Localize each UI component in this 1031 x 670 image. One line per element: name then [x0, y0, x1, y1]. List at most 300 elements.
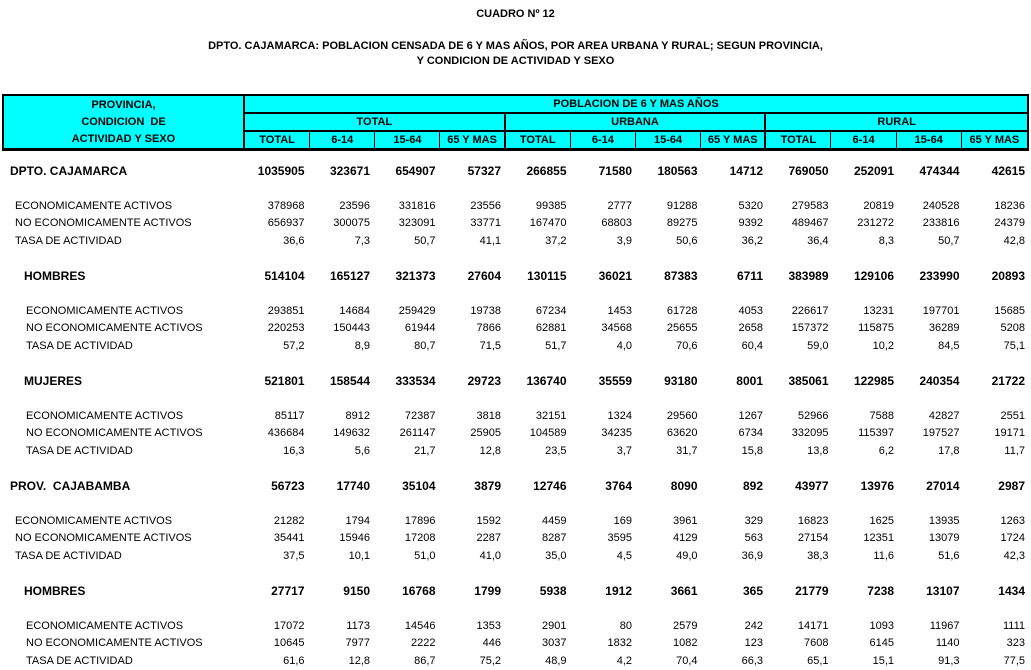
cell-value: 85117 [274, 409, 305, 422]
row-label: NO ECONOMICAMENTE ACTIVOS [26, 322, 203, 335]
cell-value: 11,7 [1004, 444, 1025, 457]
row-label: NO ECONOMICAMENTE ACTIVOS [15, 217, 192, 230]
cell-value: 1794 [345, 514, 370, 527]
cell-value: 167470 [529, 217, 567, 230]
cell-value: 1434 [998, 583, 1025, 598]
cell-value: 1353 [476, 619, 501, 632]
cell-value: 3,9 [616, 234, 632, 247]
cell-value: 266855 [526, 163, 567, 178]
cell-value: 10645 [273, 637, 305, 650]
table-row [2, 635, 1029, 653]
report-number: CUADRO Nº 12 [476, 8, 555, 20]
cell-value: 80 [619, 619, 632, 632]
row-label: PROV. CAJABAMBA [10, 478, 131, 493]
cell-value: 70,4 [676, 654, 698, 667]
cell-value: 16823 [797, 514, 829, 527]
cell-value: 41,0 [479, 549, 501, 562]
table-body [2, 151, 1029, 670]
table-row [2, 302, 1029, 320]
cell-value: 35559 [598, 373, 632, 388]
cell-value: 2551 [1000, 409, 1025, 422]
cell-value: 15946 [339, 532, 370, 545]
column-header: 15-64 [636, 132, 701, 148]
cell-value: 51,0 [414, 549, 436, 562]
table-row [2, 530, 1029, 548]
cell-value: 165127 [329, 268, 370, 283]
column-headers [245, 96, 1027, 148]
cell-value: 13079 [928, 532, 960, 545]
table-row [2, 337, 1029, 355]
cell-value: 197701 [922, 304, 960, 317]
cell-value: 1140 [935, 637, 960, 650]
cell-value: 17896 [404, 514, 436, 527]
report-title-line1: DPTO. CAJAMARCA: POBLACION CENSADA DE 6 Y MAS AÑOS, POR AREA URBANA Y RURAL; SEGUN PROVINCIA, [208, 40, 823, 52]
cell-value: 91288 [666, 199, 698, 212]
cell-value: 122985 [853, 373, 894, 388]
cell-value: 6145 [869, 637, 894, 650]
subcolumn-headers [245, 132, 1027, 148]
report-title-line2: Y CONDICION DE ACTIVIDAD Y SEXO [416, 55, 615, 67]
table-row [2, 617, 1029, 635]
cell-value: 279583 [791, 199, 829, 212]
cell-value: 59,0 [807, 339, 829, 352]
cell-value: 91,3 [938, 654, 960, 667]
table-row [2, 407, 1029, 425]
cell-value: 42,8 [1003, 234, 1025, 247]
cell-value: 5,6 [354, 444, 370, 457]
row-label: DPTO. CAJAMARCA [10, 163, 128, 178]
cell-value: 365 [742, 583, 763, 598]
cell-value: 489467 [791, 217, 829, 230]
row-label: ECONOMICAMENTE ACTIVOS [15, 199, 173, 212]
cell-value: 4,5 [616, 549, 632, 562]
cell-value: 56723 [271, 478, 305, 493]
cell-value: 32151 [535, 409, 567, 422]
cell-value: 49,0 [676, 549, 698, 562]
cell-value: 323671 [329, 163, 370, 178]
cell-value: 300075 [333, 217, 370, 230]
group-headers [245, 114, 1027, 132]
row-label: TASA DE ACTIVIDAD [26, 444, 133, 457]
column-header: 15-64 [375, 132, 440, 148]
cell-value: 25905 [470, 427, 501, 440]
cell-value: 12,8 [479, 444, 501, 457]
cell-value: 8090 [670, 478, 698, 493]
cell-value: 3818 [476, 409, 501, 422]
table-row [2, 547, 1029, 565]
cell-value: 67234 [535, 304, 567, 317]
cell-value: 36021 [598, 268, 632, 283]
row-label: NO ECONOMICAMENTE ACTIVOS [26, 637, 203, 650]
cell-value: 75,2 [479, 654, 501, 667]
cell-value: 563 [744, 532, 763, 545]
cell-value: 11,6 [873, 549, 894, 562]
cell-value: 2901 [542, 619, 567, 632]
cell-value: 70,6 [676, 339, 698, 352]
cell-value: 62881 [535, 322, 567, 335]
cell-value: 36,6 [283, 234, 305, 247]
cell-value: 8,3 [878, 234, 894, 247]
cell-value: 7588 [869, 409, 894, 422]
cell-value: 8,9 [354, 339, 370, 352]
row-label: MUJERES [24, 373, 83, 388]
table-row [2, 320, 1029, 338]
column-header: 65 Y MAS [969, 134, 1020, 146]
cell-value: 15685 [994, 304, 1025, 317]
table-row [2, 267, 1029, 285]
cell-value: 77,5 [1003, 654, 1025, 667]
row-label: TASA DE ACTIVIDAD [26, 339, 133, 352]
column-header: 6-14 [831, 132, 896, 148]
cell-value: 8287 [542, 532, 567, 545]
span-header: POBLACION DE 6 Y MAS AÑOS [245, 96, 1027, 114]
cell-value: 2658 [738, 322, 763, 335]
cell-value: 36,4 [807, 234, 829, 247]
cell-value: 20819 [863, 199, 894, 212]
cell-value: 446 [482, 637, 501, 650]
cell-value: 331816 [398, 199, 436, 212]
cell-value: 37,5 [283, 549, 305, 562]
cell-value: 36,9 [741, 549, 763, 562]
cell-value: 80,7 [414, 339, 436, 352]
cell-value: 42,3 [1003, 549, 1025, 562]
table-row [2, 582, 1029, 600]
cell-value: 240528 [922, 199, 960, 212]
cell-value: 63620 [666, 427, 698, 440]
cell-value: 12351 [863, 532, 894, 545]
stub-header-line: ACTIVIDAD Y SEXO [71, 133, 176, 146]
cell-value: 37,2 [545, 234, 567, 247]
cell-value: 50,7 [938, 234, 960, 247]
cell-value: 220253 [267, 322, 305, 335]
cell-value: 261147 [399, 427, 436, 440]
cell-value: 29560 [666, 409, 698, 422]
cell-value: 15,8 [741, 444, 763, 457]
cell-value: 7608 [804, 637, 829, 650]
cell-value: 57327 [467, 163, 501, 178]
cell-value: 71580 [598, 163, 632, 178]
cell-value: 43977 [795, 478, 829, 493]
cell-value: 18236 [994, 199, 1025, 212]
cell-value: 332095 [791, 427, 829, 440]
cell-value: 11967 [929, 619, 960, 632]
cell-value: 48,9 [545, 654, 567, 667]
cell-value: 514104 [264, 268, 305, 283]
cell-value: 31,7 [676, 444, 698, 457]
cell-value: 3,7 [616, 444, 632, 457]
cell-value: 15,1 [872, 654, 894, 667]
table-row [2, 652, 1029, 670]
cell-value: 66,3 [741, 654, 763, 667]
cell-value: 51,7 [545, 339, 567, 352]
cell-value: 41,1 [479, 234, 501, 247]
stub-header-line: PROVINCIA, [91, 98, 156, 111]
cell-value: 38,3 [807, 549, 829, 562]
row-label: HOMBRES [24, 583, 86, 598]
cell-value: 4459 [542, 514, 567, 527]
cell-value: 333534 [395, 373, 436, 388]
cell-value: 115875 [858, 322, 894, 335]
cell-value: 25655 [666, 322, 698, 335]
cell-value: 123 [744, 637, 763, 650]
cell-value: 14684 [339, 304, 370, 317]
cell-value: 52966 [797, 409, 829, 422]
cell-value: 323091 [398, 217, 436, 230]
cell-value: 6711 [736, 268, 763, 283]
cell-value: 240354 [919, 373, 960, 388]
cell-value: 1093 [869, 619, 894, 632]
cell-value: 57,2 [283, 339, 305, 352]
cell-value: 19738 [470, 304, 501, 317]
cell-value: 5208 [1000, 322, 1025, 335]
cell-value: 157372 [791, 322, 829, 335]
cell-value: 21282 [273, 514, 305, 527]
cell-value: 3961 [673, 514, 698, 527]
cell-value: 8001 [736, 373, 763, 388]
cell-value: 13976 [860, 478, 894, 493]
cell-value: 5320 [738, 199, 763, 212]
cell-value: 13107 [926, 583, 960, 598]
row-label: ECONOMICAMENTE ACTIVOS [26, 409, 184, 422]
cell-value: 129106 [853, 268, 894, 283]
cell-value: 521801 [264, 373, 305, 388]
cell-value: 1111 [1002, 619, 1025, 632]
table-row [2, 215, 1029, 233]
cell-value: 34568 [601, 322, 632, 335]
table-header [2, 94, 1029, 151]
cell-value: 21779 [795, 583, 829, 598]
cell-value: 23,5 [545, 444, 567, 457]
cell-value: 36,2 [741, 234, 763, 247]
row-label: ECONOMICAMENTE ACTIVOS [26, 304, 184, 317]
cell-value: 5938 [539, 583, 567, 598]
cell-value: 2222 [411, 637, 436, 650]
stub-header [4, 96, 245, 148]
cell-value: 14712 [729, 163, 763, 178]
cell-value: 60,4 [741, 339, 763, 352]
cell-value: 329 [744, 514, 763, 527]
cell-value: 29723 [467, 373, 501, 388]
cell-value: 3879 [474, 478, 501, 493]
cell-value: 24379 [994, 217, 1025, 230]
row-label: ECONOMICAMENTE ACTIVOS [15, 514, 173, 527]
cell-value: 259429 [398, 304, 436, 317]
row-label: NO ECONOMICAMENTE ACTIVOS [15, 532, 192, 545]
group-header-rural: RURAL [877, 116, 916, 128]
cell-value: 4053 [738, 304, 763, 317]
cell-value: 654907 [395, 163, 436, 178]
cell-value: 1173 [346, 619, 370, 632]
cell-value: 6734 [738, 427, 763, 440]
table-row [2, 425, 1029, 443]
cell-value: 3661 [670, 583, 698, 598]
cell-value: 21,7 [414, 444, 436, 457]
cell-value: 321373 [395, 268, 436, 283]
cell-value: 130115 [527, 268, 567, 283]
cell-value: 8912 [345, 409, 370, 422]
table-row [2, 512, 1029, 530]
column-header: TOTAL [506, 132, 571, 148]
cell-value: 1799 [474, 583, 501, 598]
row-label: ECONOMICAMENTE ACTIVOS [26, 619, 184, 632]
cell-value: 2987 [998, 478, 1025, 493]
cell-value: 17072 [273, 619, 305, 632]
cell-value: 17,8 [938, 444, 960, 457]
cell-value: 1912 [605, 583, 632, 598]
cell-value: 23596 [339, 199, 370, 212]
cell-value: 61,6 [283, 654, 305, 667]
table-row [2, 477, 1029, 495]
cell-value: 3037 [542, 637, 567, 650]
cell-value: 12746 [533, 478, 567, 493]
cell-value: 33771 [470, 217, 501, 230]
column-header: 65 Y MAS [440, 132, 505, 148]
cell-value: 4129 [673, 532, 698, 545]
cell-value: 9392 [738, 217, 763, 230]
cell-value: 17208 [404, 532, 436, 545]
cell-value: 19171 [994, 427, 1025, 440]
cell-value: 21722 [991, 373, 1025, 388]
cell-value: 4,2 [616, 654, 632, 667]
cell-value: 3595 [607, 532, 632, 545]
cell-value: 2777 [607, 199, 632, 212]
stub-header-line: CONDICION DE [81, 115, 166, 128]
cell-value: 12,8 [348, 654, 370, 667]
cell-value: 1082 [673, 637, 698, 650]
table-row [2, 372, 1029, 390]
cell-value: 115397 [858, 427, 894, 440]
cell-value: 42827 [928, 409, 960, 422]
cell-value: 99385 [535, 199, 567, 212]
cell-value: 27014 [926, 478, 960, 493]
cell-value: 169 [613, 514, 632, 527]
cell-value: 1832 [607, 637, 632, 650]
cell-value: 6,2 [878, 444, 894, 457]
cell-value: 72387 [404, 409, 436, 422]
cell-value: 14171 [797, 619, 829, 632]
cell-value: 4,0 [616, 339, 632, 352]
cell-value: 1324 [607, 409, 632, 422]
column-header: 15-64 [897, 132, 962, 148]
cell-value: 35104 [402, 478, 436, 493]
row-label: NO ECONOMICAMENTE ACTIVOS [26, 427, 203, 440]
cell-value: 383989 [788, 268, 829, 283]
row-label: TASA DE ACTIVIDAD [15, 549, 122, 562]
cell-value: 7,3 [354, 234, 370, 247]
cell-value: 27604 [467, 268, 501, 283]
cell-value: 10,2 [872, 339, 894, 352]
cell-value: 65,1 [807, 654, 829, 667]
cell-value: 104589 [529, 427, 567, 440]
cell-value: 36289 [928, 322, 960, 335]
cell-value: 2287 [476, 532, 501, 545]
cell-value: 13231 [863, 304, 894, 317]
cell-value: 378968 [267, 199, 305, 212]
cell-value: 71,5 [479, 339, 501, 352]
row-label: HOMBRES [24, 268, 86, 283]
cell-value: 158544 [329, 373, 370, 388]
cell-value: 1724 [1000, 532, 1025, 545]
cell-value: 68803 [601, 217, 632, 230]
cell-value: 34235 [601, 427, 632, 440]
cell-value: 1625 [869, 514, 894, 527]
cell-value: 50,7 [414, 234, 436, 247]
cell-value: 17740 [336, 478, 370, 493]
cell-value: 233990 [919, 268, 960, 283]
cell-value: 7977 [345, 637, 370, 650]
cell-value: 51,6 [938, 549, 960, 562]
cell-value: 2579 [673, 619, 698, 632]
cell-value: 180563 [657, 163, 698, 178]
cell-value: 75,1 [1003, 339, 1025, 352]
cell-value: 16,3 [283, 444, 305, 457]
cell-value: 474344 [919, 163, 960, 178]
cell-value: 9150 [343, 583, 370, 598]
cell-value: 93180 [664, 373, 698, 388]
cell-value: 7866 [476, 322, 501, 335]
cell-value: 35441 [273, 532, 305, 545]
cell-value: 436684 [267, 427, 305, 440]
cell-value: 35,0 [545, 549, 567, 562]
cell-value: 13935 [928, 514, 960, 527]
cell-value: 385061 [788, 373, 829, 388]
cell-value: 892 [742, 478, 763, 493]
cell-value: 136740 [526, 373, 567, 388]
cell-value: 323 [1006, 637, 1025, 650]
column-header: 6-14 [571, 132, 636, 148]
cell-value: 61944 [404, 322, 436, 335]
cell-value: 1453 [607, 304, 632, 317]
row-label: TASA DE ACTIVIDAD [15, 234, 122, 247]
group-header-total: TOTAL [245, 114, 506, 130]
cell-value: 7238 [867, 583, 894, 598]
cell-value: 89275 [666, 217, 698, 230]
cell-value: 50,6 [676, 234, 698, 247]
cell-value: 1592 [476, 514, 501, 527]
cell-value: 242 [744, 619, 763, 632]
cell-value: 16768 [402, 583, 436, 598]
cell-value: 13,8 [807, 444, 829, 457]
cell-value: 1035905 [257, 163, 305, 178]
cell-value: 233816 [922, 217, 960, 230]
cell-value: 226617 [791, 304, 829, 317]
cell-value: 42615 [991, 163, 1025, 178]
cell-value: 1263 [1000, 514, 1025, 527]
cell-value: 87383 [664, 268, 698, 283]
cell-value: 252091 [853, 163, 894, 178]
cell-value: 150443 [333, 322, 370, 335]
table-row [2, 442, 1029, 460]
cell-value: 3764 [605, 478, 632, 493]
cell-value: 293851 [267, 304, 305, 317]
cell-value: 149632 [333, 427, 370, 440]
column-header: TOTAL [245, 132, 310, 148]
cell-value: 10,1 [348, 549, 370, 562]
cell-value: 61728 [666, 304, 698, 317]
column-header: TOTAL [766, 132, 831, 148]
cell-value: 769050 [788, 163, 829, 178]
cell-value: 20893 [991, 268, 1025, 283]
column-header: 6-14 [310, 132, 375, 148]
cell-value: 14546 [404, 619, 436, 632]
report-page [0, 8, 1031, 666]
table-row [2, 162, 1029, 180]
cell-value: 656937 [267, 217, 305, 230]
table-row [2, 232, 1029, 250]
cell-value: 23556 [470, 199, 501, 212]
table-row [2, 197, 1029, 215]
cell-value: 27717 [271, 583, 305, 598]
